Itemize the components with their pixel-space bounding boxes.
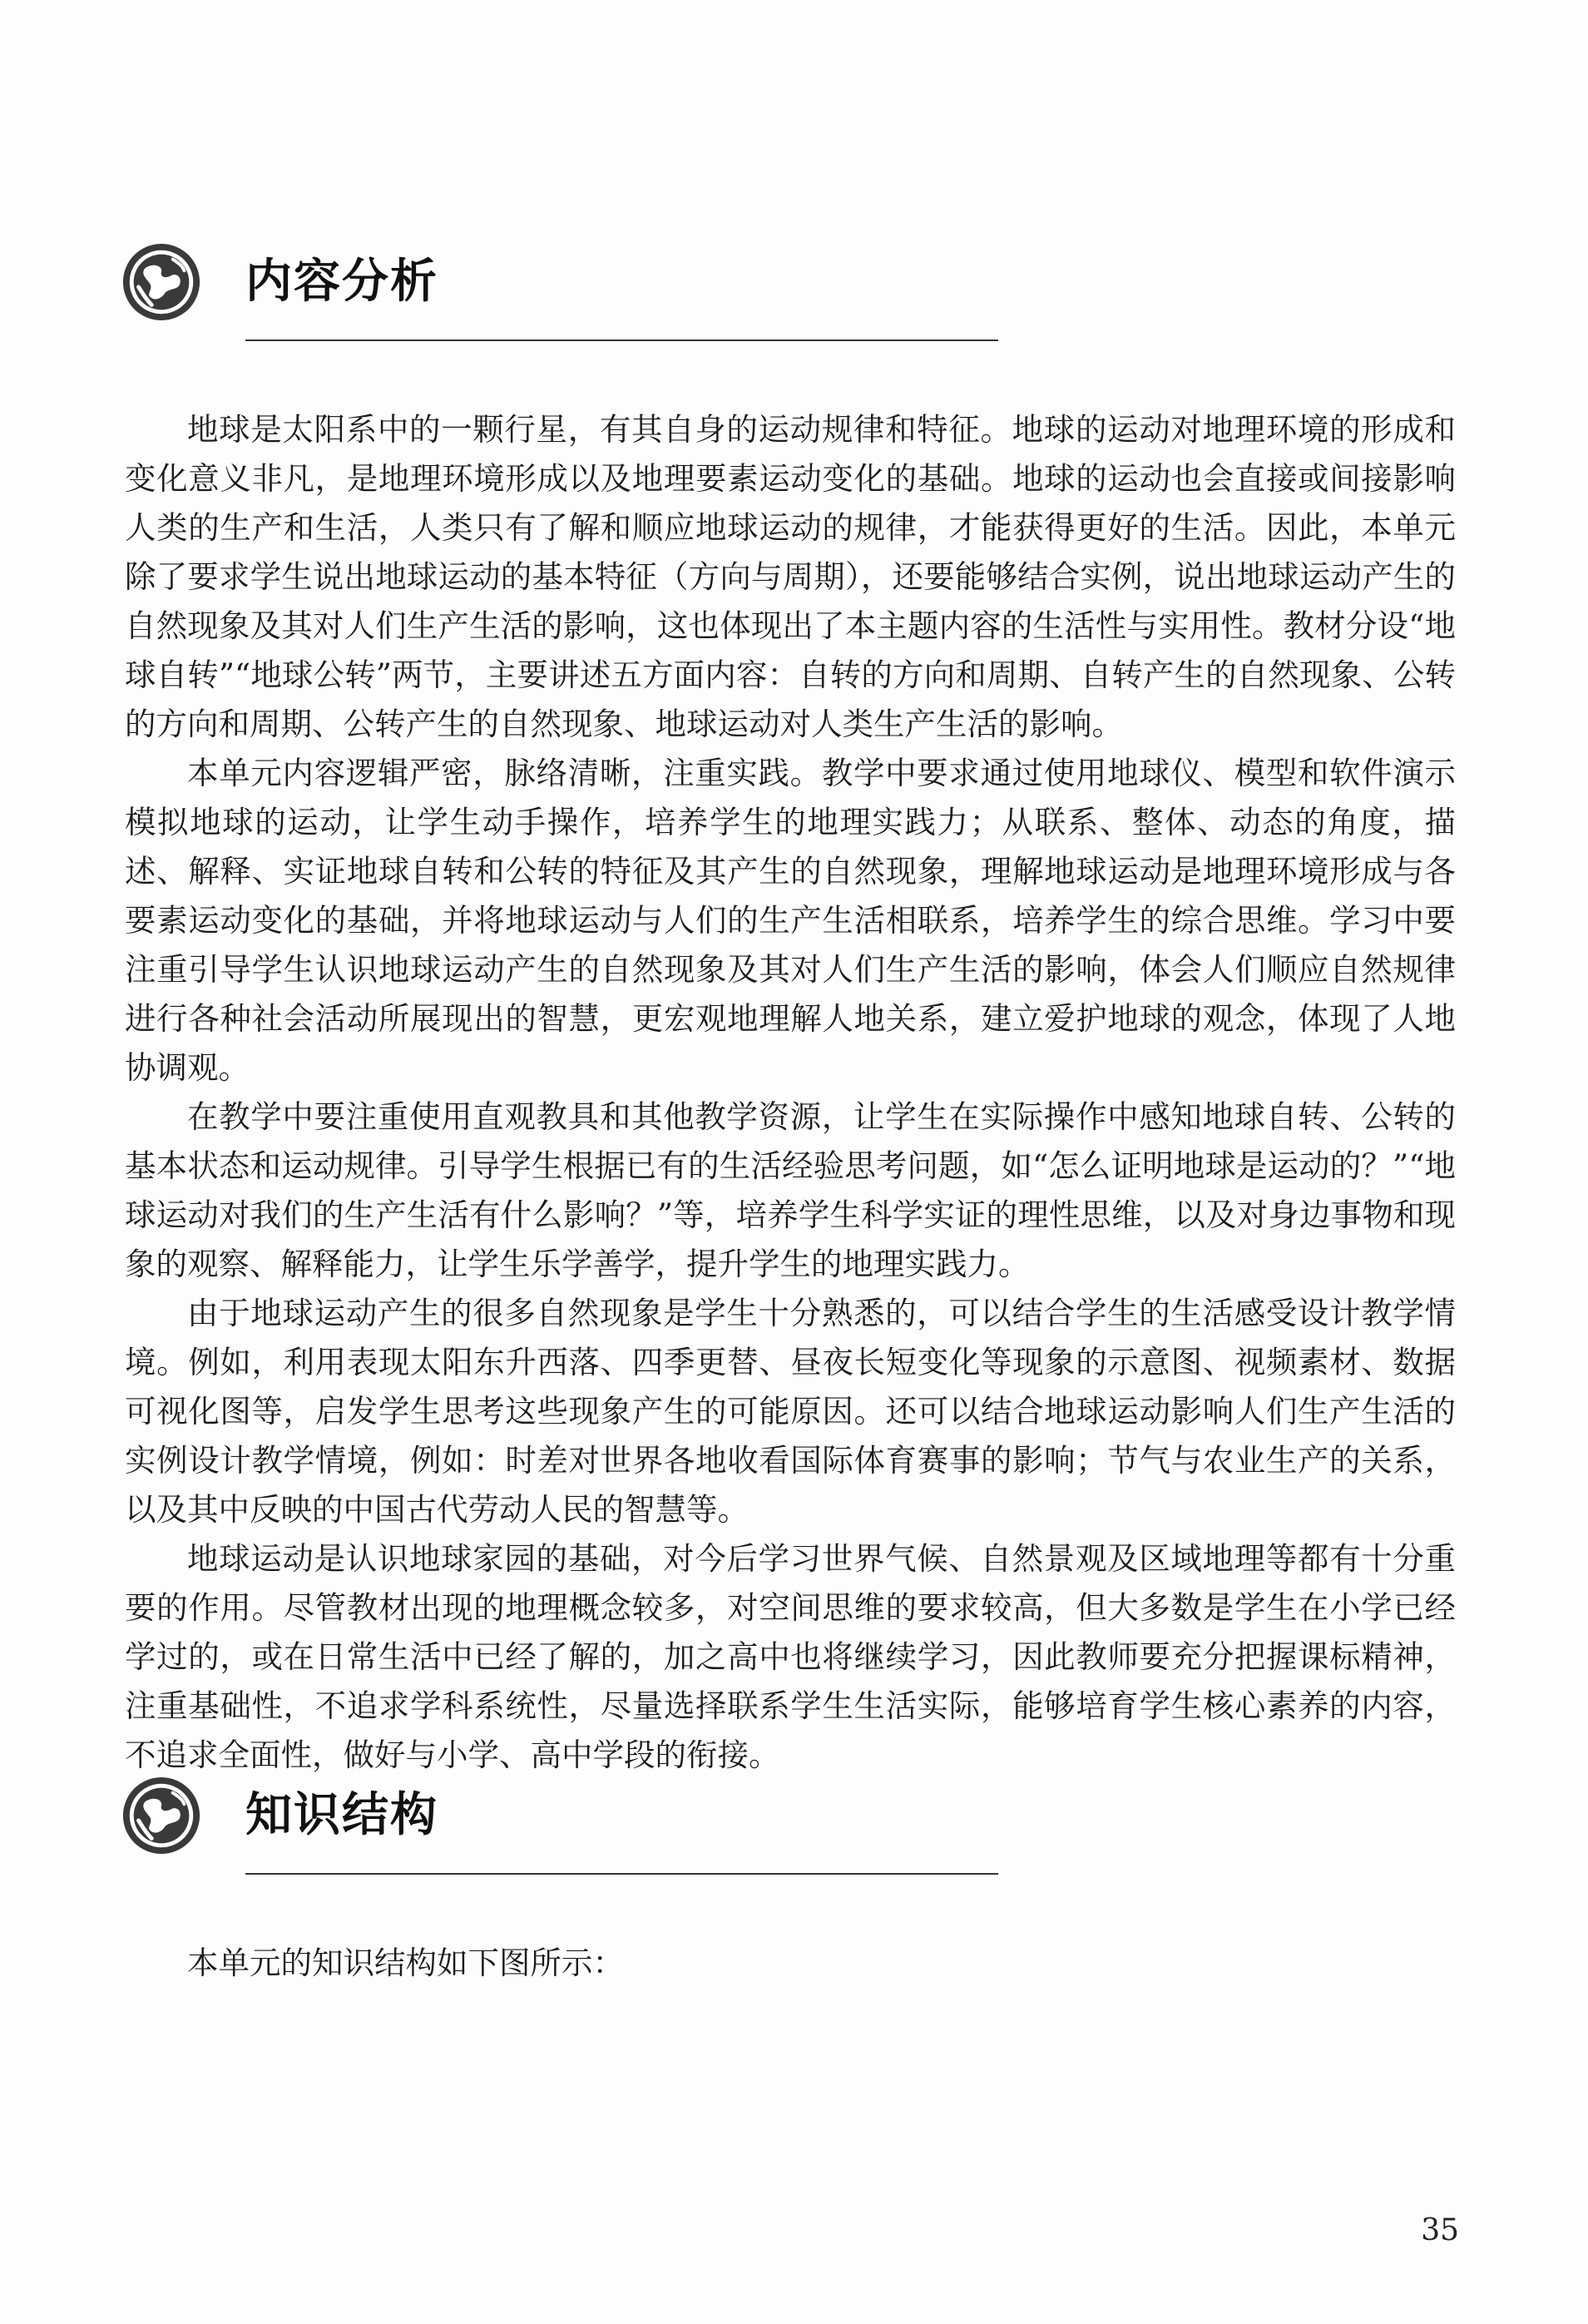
section-divider <box>245 1873 998 1875</box>
paragraph: 地球运动是认识地球家园的基础，对今后学习世界气候、自然景观及区域地理等都有十分重要的作用。尽管教材出现的地理概念较多，对空间思维的要求较高，但大多数是学生在小学已经学过的，或在日常生活中已经了解的，加之高中也将继续学习，因此教师要充分把握课标精神，注重基础性，不追求学科系统性，尽量选择联系学生生活实际，能够培育学生核心素养的内容，不追求全面性，做好与小学、高中学段的衔接。 <box>125 1540 1456 1773</box>
paragraph: 本单元的知识结构如下图所示： <box>187 1945 624 1981</box>
globe-icon <box>121 241 202 323</box>
section-title: 知识结构 <box>245 1788 438 1842</box>
knowledge-structure-body <box>125 1939 1456 1988</box>
paragraph: 在教学中要注重使用直观教具和其他教学资源，让学生在实际操作中感知地球自转、公转的基本状态和运动规律。引导学生根据已有的生活经验思考问题，如“怎么证明地球是运动的？”“地球运动对我们的生产生活有什么影响？”等，培养学生科学实证的理性思维，以及对身边事物和现象的观察、解释能力，让学生乐学善学，提升学生的地理实践力。 <box>125 1098 1456 1282</box>
paragraph: 地球是太阳系中的一颗行星，有其自身的运动规律和特征。地球的运动对地理环境的形成和变化意义非凡，是地理环境形成以及地理要素运动变化的基础。地球的运动也会直接或间接影响人类的生产和生活，人类只有了解和顺应地球运动的规律，才能获得更好的生活。因此，本单元除了要求学生说出地球运动的基本特征（方向与周期），还要能够结合实例，说出地球运动产生的自然现象及其对人们生产生活的影响，这也体现出了本主题内容的生活性与实用性。教材分设“地球自转”“地球公转”两节，主要讲述五方面内容：自转的方向和周期、自转产生的自然现象、公转的方向和周期、公转产生的自然现象、地球运动对人类生产生活的影响。 <box>125 411 1456 742</box>
paragraph: 本单元内容逻辑严密，脉络清晰，注重实践。教学中要求通过使用地球仪、模型和软件演示模拟地球的运动，让学生动手操作，培养学生的地理实践力；从联系、整体、动态的角度，描述、解释、实证地球自转和公转的特征及其产生的自然现象，理解地球运动是地理环境形成与各要素运动变化的基础，并将地球运动与人们的生产生活相联系，培养学生的综合思维。学习中要注重引导学生认识地球运动产生的自然现象及其对人们生产生活的影响，体会人们顺应自然规律进行各种社会活动所展现出的智慧，更宏观地理解人地关系，建立爱护地球的观念，体现了人地协调观。 <box>125 755 1456 1086</box>
section-title: 内容分析 <box>245 255 438 309</box>
paragraph: 由于地球运动产生的很多自然现象是学生十分熟悉的，可以结合学生的生活感受设计教学情境。例如，利用表现太阳东升西落、四季更替、昼夜长短变化等现象的示意图、视频素材、数据可视化图等，启发学生思考这些现象产生的可能原因。还可以结合地球运动影响人们生产生活的实例设计教学情境，例如：时差对世界各地收看国际体育赛事的影响；节气与农业生产的关系，以及其中反映的中国古代劳动人民的智慧等。 <box>125 1295 1456 1528</box>
globe-icon <box>121 1775 202 1856</box>
content-analysis-body <box>125 405 1456 1780</box>
section-divider <box>245 339 998 341</box>
page-number: 35 <box>1421 2213 1459 2247</box>
